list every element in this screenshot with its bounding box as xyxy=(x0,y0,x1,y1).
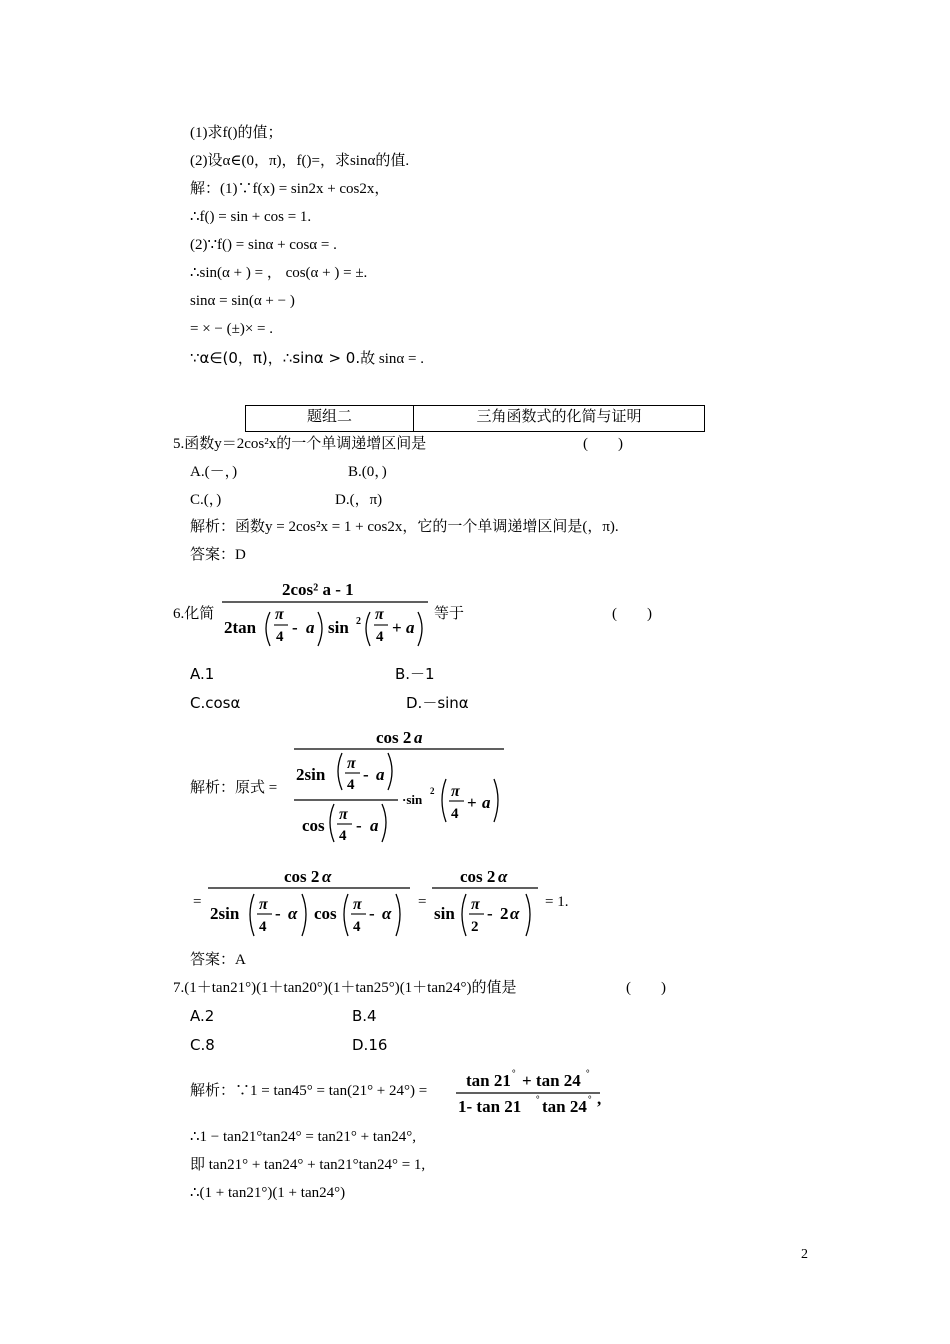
svg-text:-: - xyxy=(292,618,298,637)
p7-stem: 7.(1＋tan21°)(1＋tan20°)(1＋tan25°)(1＋tan24°)的值是 xyxy=(173,980,517,996)
page-number: 2 xyxy=(801,1247,808,1262)
p6-equals-1: = xyxy=(193,894,202,910)
svg-text:·sin: ·sin xyxy=(402,792,423,807)
p6-answer: 答案：A xyxy=(190,952,246,968)
p6-step3-fraction xyxy=(430,862,542,942)
svg-text:π: π xyxy=(259,896,268,913)
p6-stem-prefix: 6.化简 xyxy=(173,606,215,622)
svg-text:2sin: 2sin xyxy=(210,904,240,923)
svg-text:-: - xyxy=(275,904,281,923)
svg-text:,: , xyxy=(597,1089,602,1108)
svg-text:a: a xyxy=(370,816,379,835)
svg-text:α: α xyxy=(382,904,392,923)
p6-option-b: B.－1 xyxy=(395,665,435,683)
p4-part1: (1)求f()的值； xyxy=(190,125,283,141)
p7-option-a: A.2 xyxy=(190,1007,215,1025)
p4-solution-line7 xyxy=(190,348,424,369)
p7-option-b: B.4 xyxy=(352,1007,377,1025)
svg-text:°: ° xyxy=(588,1094,592,1104)
svg-text:a: a xyxy=(406,618,415,637)
svg-text:a: a xyxy=(482,793,491,812)
svg-text:π: π xyxy=(339,806,348,823)
p4-solution-line5: sinα = sin(α + − ) xyxy=(190,293,295,309)
p6-analysis-fraction xyxy=(290,724,510,852)
topic-group-title: 三角函数式的化简与证明 xyxy=(476,409,642,425)
p6-equals-2: = xyxy=(418,894,427,910)
svg-text:π: π xyxy=(347,755,356,772)
p7-option-c: C.8 xyxy=(190,1036,215,1054)
svg-text:2: 2 xyxy=(356,616,361,627)
topic-group-label: 题组二 xyxy=(246,406,414,431)
p6-answer-bracket: ( ) xyxy=(612,606,652,622)
svg-text:a: a xyxy=(306,618,315,637)
svg-text:a: a xyxy=(376,765,385,784)
svg-text:tan 24: tan 24 xyxy=(542,1097,587,1116)
p7-analysis-line4: ∴(1 + tan21°)(1 + tan24°) xyxy=(190,1185,346,1201)
p5-stem: 5.函数y＝2cos²x的一个单调递增区间是 xyxy=(173,436,427,452)
svg-text:4: 4 xyxy=(376,629,384,645)
svg-text:°: ° xyxy=(536,1094,540,1104)
svg-text:+ tan 24: + tan 24 xyxy=(522,1071,581,1090)
p6-fraction-numerator: 2cos² a - 1 xyxy=(282,580,354,599)
p5-answer-bracket: ( ) xyxy=(583,436,623,452)
p5-option-c: C.(，) xyxy=(190,492,222,508)
p4-solution-line2: ∴f() = sin + cos = 1. xyxy=(190,209,312,225)
p4-part2: (2)设α∈(0，π)，f()=，求sinα的值. xyxy=(190,153,410,169)
p4-solution-line1: 解：(1)∵f(x) = sin2x + cos2x， xyxy=(190,181,390,197)
svg-text:π: π xyxy=(471,896,480,913)
svg-text:+: + xyxy=(467,793,477,812)
p4-solution-line3: (2)∵f() = sinα + cosα = . xyxy=(190,237,337,253)
p7-answer-bracket: ( ) xyxy=(626,980,666,996)
svg-text:α: α xyxy=(322,867,332,886)
svg-text:1- tan 21: 1- tan 21 xyxy=(458,1097,522,1116)
p7-analysis-line3: 即 tan21° + tan24° + tan21°tan24° = 1, xyxy=(190,1157,426,1173)
svg-text:π: π xyxy=(451,783,460,800)
svg-text:4: 4 xyxy=(451,806,459,822)
p6-stem-suffix: 等于 xyxy=(434,606,465,622)
svg-text:°: ° xyxy=(586,1068,590,1078)
p5-option-d: D.(，π) xyxy=(335,492,383,508)
p5-answer: 答案：D xyxy=(190,547,246,563)
svg-text:-: - xyxy=(369,904,375,923)
p5-analysis: 解析：函数y = 2cos²x = 1 + cos2x，它的一个单调递增区间是(，π). xyxy=(190,519,619,535)
p4-solution-line7-cond: ∵α∈(0，π)，∴sinα > 0. xyxy=(190,349,361,367)
p6-option-c: C.cosα xyxy=(190,694,241,712)
p5-option-a: A.(－，) xyxy=(190,464,238,480)
svg-text:-: - xyxy=(356,816,362,835)
svg-text:-: - xyxy=(363,765,369,784)
svg-text:4: 4 xyxy=(276,629,284,645)
svg-text:-: - xyxy=(487,904,493,923)
svg-text:π: π xyxy=(275,606,284,623)
p7-analysis-fraction xyxy=(454,1066,608,1118)
p6-option-d: D.－sinα xyxy=(406,694,469,712)
p4-solution-line7-result: 故 sinα = . xyxy=(360,351,424,367)
svg-text:2: 2 xyxy=(430,786,435,796)
p4-solution-line4: ∴sin(α + ) = ， cos(α + ) = ±. xyxy=(190,265,368,281)
p6-analysis-prefix: 解析：原式 = xyxy=(190,780,278,796)
svg-text:2: 2 xyxy=(471,919,479,935)
svg-text:π: π xyxy=(375,606,384,623)
p4-solution-line6: = × − (±)× = . xyxy=(190,321,274,337)
svg-text:a: a xyxy=(414,728,423,747)
svg-text:4: 4 xyxy=(339,828,347,844)
p6-step2-fraction xyxy=(206,862,412,942)
svg-text:cos 2: cos 2 xyxy=(284,867,320,886)
svg-text:tan 21: tan 21 xyxy=(466,1071,511,1090)
p6-result: = 1. xyxy=(545,894,569,910)
svg-text:sin: sin xyxy=(434,904,455,923)
svg-text:sin: sin xyxy=(328,618,349,637)
p5-option-b: B.(0，) xyxy=(348,464,387,480)
svg-text:α: α xyxy=(510,904,520,923)
svg-text:cos: cos xyxy=(314,904,337,923)
svg-text:α: α xyxy=(288,904,298,923)
svg-text:cos 2: cos 2 xyxy=(460,867,496,886)
svg-text:2sin: 2sin xyxy=(296,765,326,784)
svg-text:cos 2: cos 2 xyxy=(376,728,412,747)
p6-expression-fraction xyxy=(220,574,432,656)
svg-text:α: α xyxy=(498,867,508,886)
svg-text:cos: cos xyxy=(302,816,325,835)
svg-text:4: 4 xyxy=(259,919,267,935)
p7-option-d: D.16 xyxy=(352,1036,388,1054)
svg-text:π: π xyxy=(353,896,362,913)
svg-text:2tan: 2tan xyxy=(224,618,257,637)
svg-text:4: 4 xyxy=(347,777,355,793)
svg-text:°: ° xyxy=(512,1068,516,1078)
p6-option-a: A.1 xyxy=(190,665,215,683)
svg-text:4: 4 xyxy=(353,919,361,935)
p7-analysis-line2: ∴1 − tan21°tan24° = tan21° + tan24°, xyxy=(190,1129,416,1145)
p7-analysis-prefix: 解析：∵1 = tan45° = tan(21° + 24°) = xyxy=(190,1083,428,1099)
topic-group-table xyxy=(245,405,705,432)
svg-text:+: + xyxy=(392,618,402,637)
svg-text:2: 2 xyxy=(500,904,509,923)
